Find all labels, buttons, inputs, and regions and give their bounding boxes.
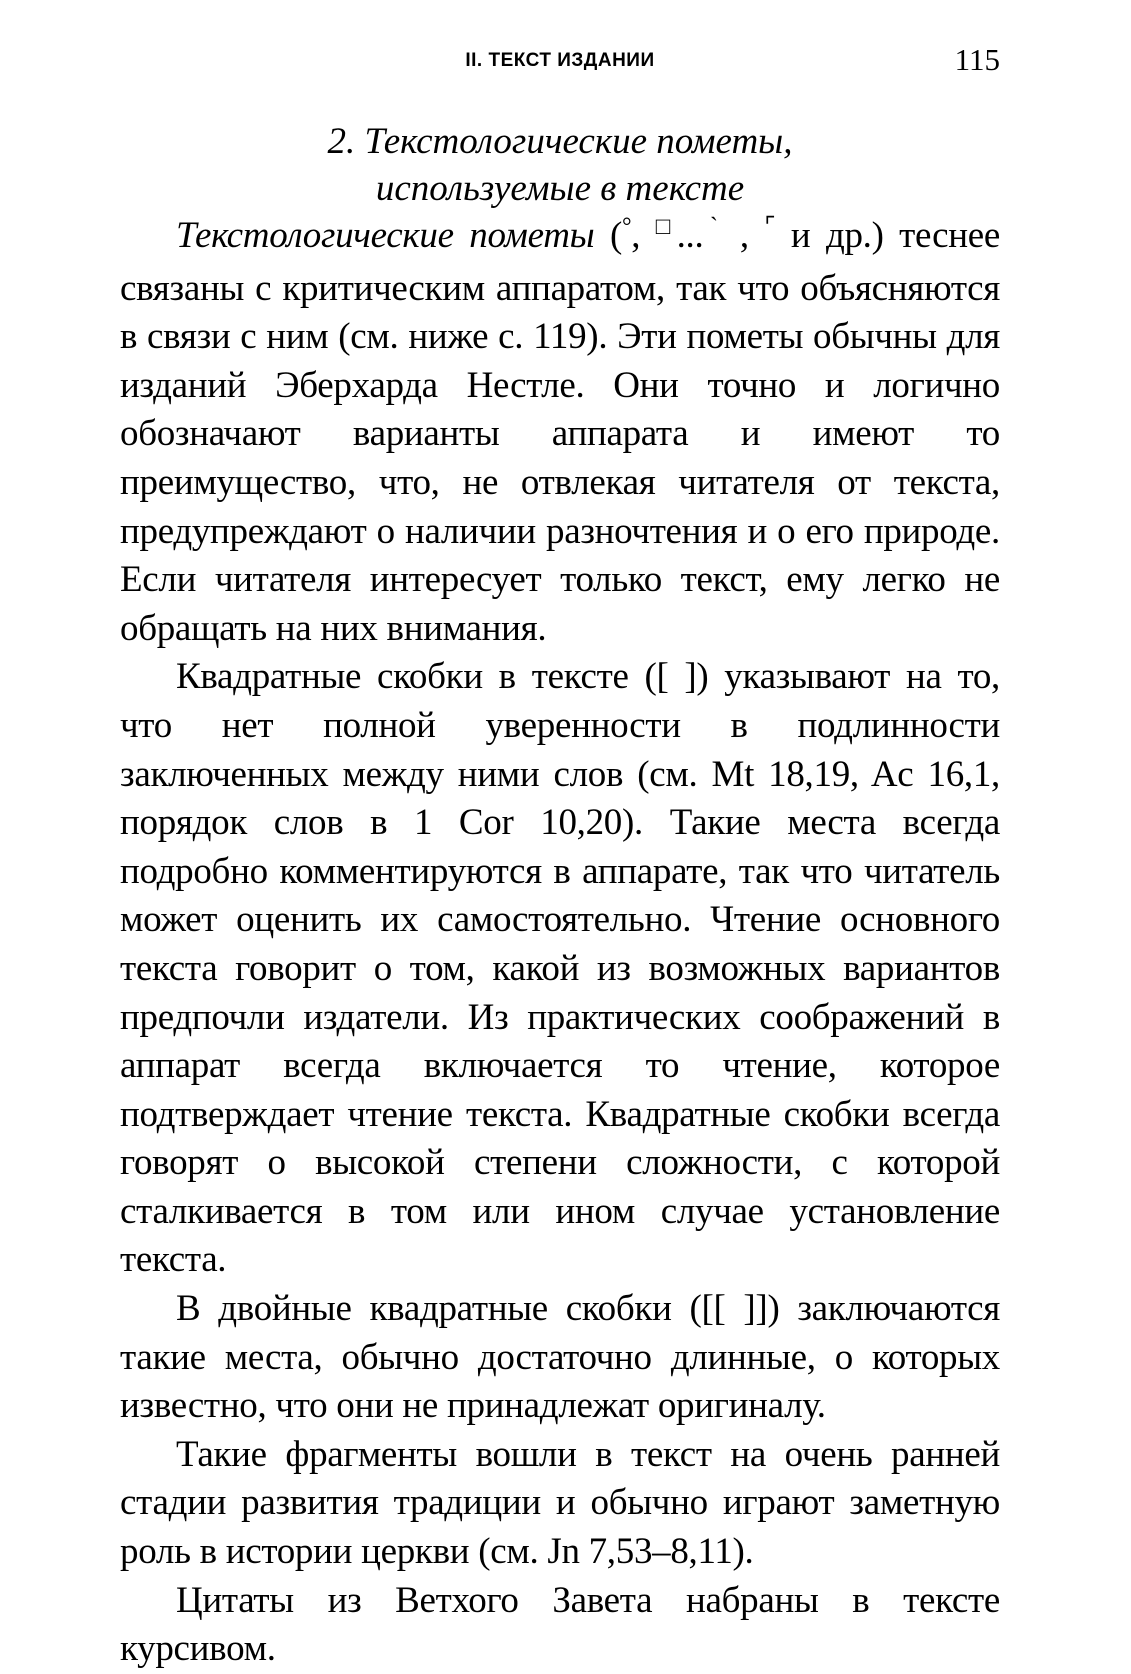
term-textcritical-marks: Текстологические пометы xyxy=(176,215,595,256)
paragraph-square-brackets: Квадратные скобки в тексте ([ ]) указывают на то, что нет полной уверенности в подлинности заключенных между ними слов (см. Mt 18,19, Ac 16,1, порядок слов в 1 Cor 10,20). Такие места всегда подробно комментируются в аппарате, так что читатель может оценить их самостоятельно. Чтение основного текста говорит о том, какой из возможных вариантов предпочли издатели. Из практических соображений в аппарат всегда включается то чтение, которое подтверждает чтение текста. Квадратные скобки всегда говорят о высокой степени сложности, с которой сталкивается в том или ином случае установление текста. xyxy=(120,656,1000,1281)
marks-open-paren: ( xyxy=(594,215,622,256)
paragraph-textcritical-marks xyxy=(120,212,1000,653)
paragraph-1-text: и др.) теснее связаны с критическим аппаратом, так что объясняются в связи с ним (см. ниже с. 119). Эти пометы обычны для изданий Эберхарда Нестле. Они точно и логично обозначают варианты аппарата и имеют то преимущество, что, не отвлекая читателя от текста, предупреждают о наличии разночтения и о его природе. Если читателя интересует только текст, ему легко не обращать на них внимания. xyxy=(120,215,1000,649)
paragraph-double-brackets: В двойные квадратные скобки ([[ ]]) заключаются такие места, обычно достаточно длинные, о которых известно, что они не принадлежат оригиналу. xyxy=(120,1288,1000,1427)
marks-separator: , xyxy=(631,215,656,256)
paragraph-early-fragments: Такие фрагменты вошли в текст на очень ранней стадии развития традиции и обычно играют заметную роль в истории церкви (см. Jn 7,53–8,11). xyxy=(120,1433,1000,1573)
body-text xyxy=(120,212,1000,1674)
marks-separator: , xyxy=(724,215,765,256)
substitution-mark-corner: ⌜ xyxy=(764,214,776,240)
marks-ellipsis: ... xyxy=(676,215,704,256)
page-number: 115 xyxy=(954,42,1000,77)
running-head xyxy=(120,42,1000,82)
section-heading-line-2: используемые в тексте xyxy=(375,168,745,209)
running-title: II. ТЕКСТ ИЗДАНИИ xyxy=(465,50,655,71)
section-heading-line-1: 2. Текстологические пометы, xyxy=(327,121,793,162)
omission-mark-square: □ xyxy=(655,214,677,240)
omission-mark-circle: ° xyxy=(621,214,632,240)
paragraph-old-testament-quotes: Цитаты из Ветхого Завета набраны в тексте курсивом. xyxy=(120,1579,1000,1670)
transposition-mark-grave: ˋ xyxy=(703,214,725,240)
section-heading xyxy=(120,118,1000,212)
